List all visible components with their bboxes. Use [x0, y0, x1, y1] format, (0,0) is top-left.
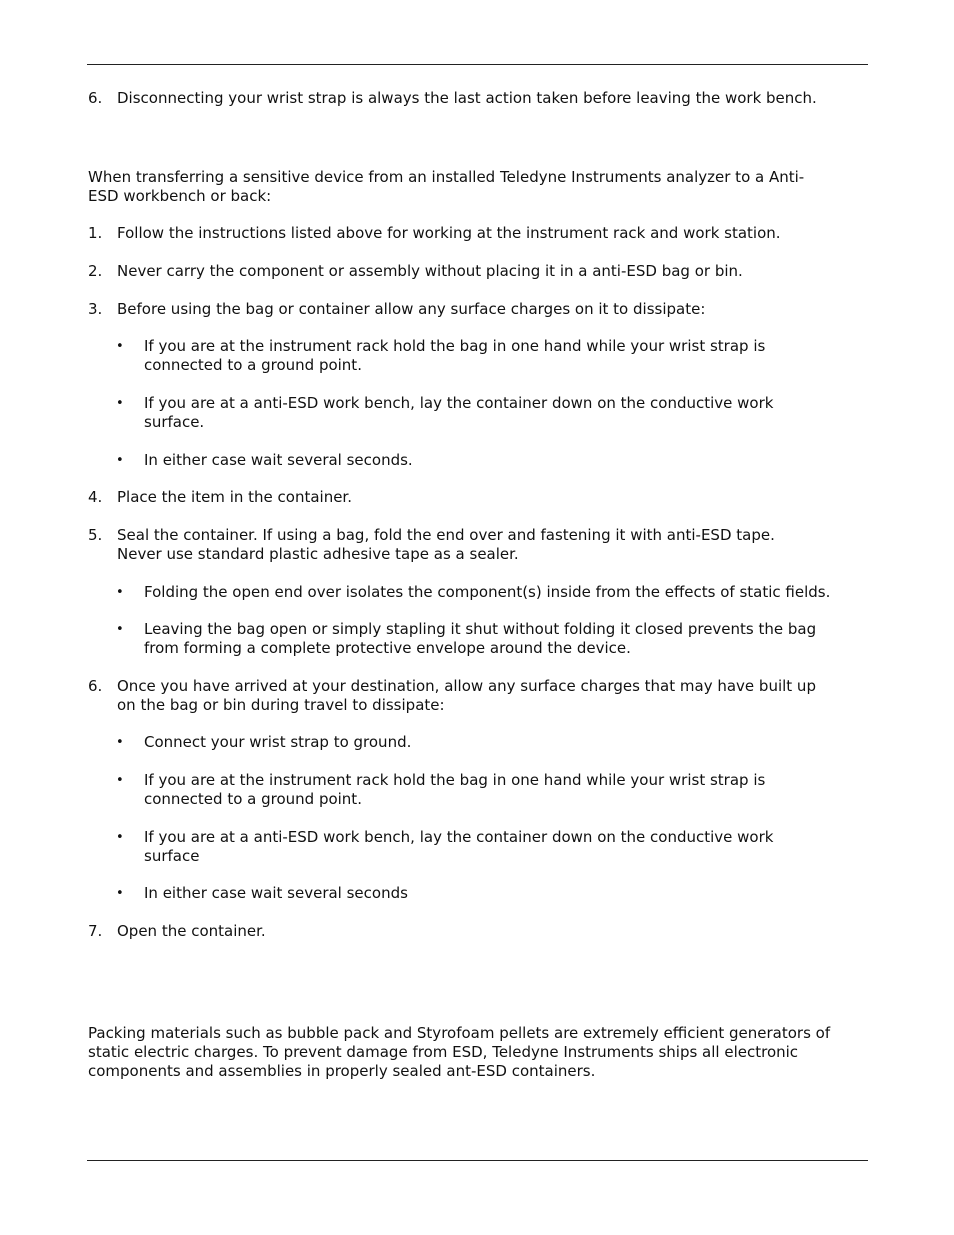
bullet-text: Folding the open end over isolates the component(s) inside from the effects of static fields.: [144, 583, 831, 601]
list-item-text: Follow the instructions listed above for working at the instrument rack and work station.: [117, 224, 781, 242]
bullet-text: In either case wait several seconds: [144, 884, 408, 902]
list-item-text: Seal the container. If using a bag, fold the end over and fastening it with anti-ESD tape.: [117, 526, 775, 544]
list-item-text: Once you have arrived at your destination, allow any surface charges that may have built up: [117, 677, 816, 695]
list-number: 6.: [88, 89, 103, 107]
list-item-text: Disconnecting your wrist strap is always the last action taken before leaving the work bench.: [117, 89, 817, 107]
paragraph-line: ESD workbench or back:: [88, 187, 272, 205]
bullet-icon: •: [116, 886, 124, 901]
list-number: 1.: [88, 224, 103, 242]
list-item-text: Place the item in the container.: [117, 488, 352, 506]
bullet-text: from forming a complete protective envelope around the device.: [144, 639, 631, 657]
paragraph-line: static electric charges. To prevent damage from ESD, Teledyne Instruments ships all electronic: [88, 1043, 799, 1061]
bullet-text: If you are at the instrument rack hold the bag in one hand while your wrist strap is: [144, 771, 766, 789]
list-number: 5.: [88, 526, 103, 544]
bullet-text: connected to a ground point.: [144, 356, 362, 374]
bullet-icon: •: [116, 773, 124, 788]
list-number: 2.: [88, 262, 103, 280]
bullet-icon: •: [116, 453, 124, 468]
bullet-text: connected to a ground point.: [144, 790, 362, 808]
list-item-text: on the bag or bin during travel to dissipate:: [117, 696, 445, 714]
bullet-text: Leaving the bag open or simply stapling it shut without folding it closed prevents the bag: [144, 620, 817, 638]
list-item-text: Open the container.: [117, 922, 266, 940]
bullet-icon: •: [116, 585, 124, 600]
bullet-icon: •: [116, 339, 124, 354]
paragraph-line: components and assemblies in properly sealed ant-ESD containers.: [88, 1062, 596, 1080]
bullet-text: surface: [144, 847, 200, 865]
bullet-text: In either case wait several seconds.: [144, 451, 413, 469]
list-item-text: Before using the bag or container allow any surface charges on it to dissipate:: [117, 300, 706, 318]
list-number: 4.: [88, 488, 103, 506]
list-number: 6.: [88, 677, 103, 695]
bullet-text: If you are at the instrument rack hold the bag in one hand while your wrist strap is: [144, 337, 766, 355]
bullet-icon: •: [116, 622, 124, 637]
bullet-icon: •: [116, 830, 124, 845]
bullet-text: Connect your wrist strap to ground.: [144, 733, 412, 751]
header-rule: [87, 64, 868, 65]
bullet-text: surface.: [144, 413, 205, 431]
bullet-icon: •: [116, 396, 124, 411]
paragraph-line: Packing materials such as bubble pack and Styrofoam pellets are extremely efficient generators of: [88, 1024, 831, 1042]
list-number: 7.: [88, 922, 103, 940]
bullet-text: If you are at a anti-ESD work bench, lay the container down on the conductive work: [144, 394, 774, 412]
bullet-icon: •: [116, 735, 124, 750]
list-number: 3.: [88, 300, 103, 318]
list-item-text: Never use standard plastic adhesive tape as a sealer.: [117, 545, 519, 563]
bullet-text: If you are at a anti-ESD work bench, lay the container down on the conductive work: [144, 828, 774, 846]
footer-rule: [87, 1160, 868, 1161]
list-item-text: Never carry the component or assembly without placing it in a anti-ESD bag or bin.: [117, 262, 743, 280]
paragraph-line: When transferring a sensitive device from an installed Teledyne Instruments analyzer to a Anti-: [88, 168, 805, 186]
